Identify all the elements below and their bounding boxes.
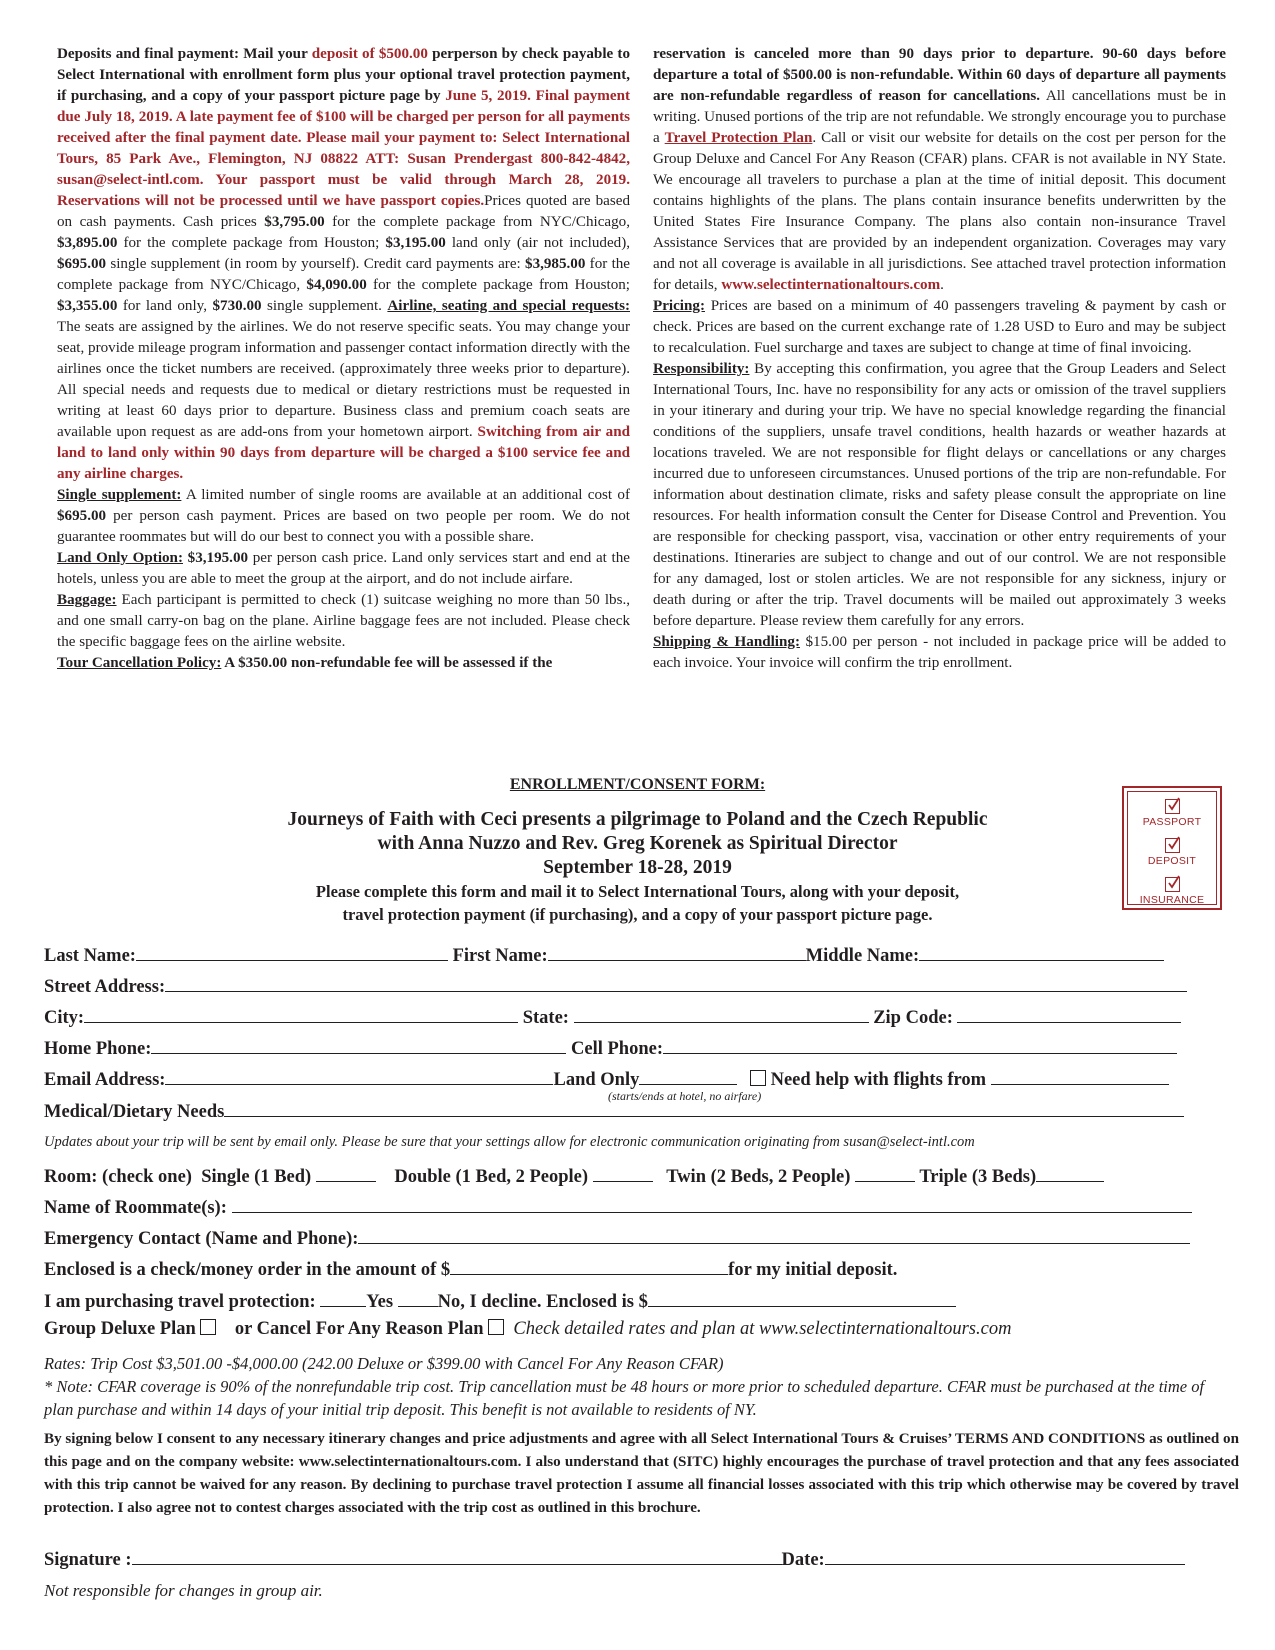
city-row: City: State: Zip Code: [44, 1004, 1181, 1029]
emergency-row: Emergency Contact (Name and Phone): [44, 1225, 1190, 1250]
cfar-note: * Note: CFAR coverage is 90% of the nonrefundable trip cost. Trip cancellation must be 48 hours or more prior to scheduled departure. CFAR must be purchased at the time of plan purchase and within 14 days of your initial trip deposit. This benefit is not available to residents of NY. [44, 1377, 1205, 1419]
land-only-paragraph: Land Only Option: $3,195.00 per person cash price. Land only services start and end at the hotels, unless you are able to meet the group at the airport, and do not include airfare. [57, 550, 630, 587]
airline-heading: Airline, seating and special requests: [387, 298, 630, 314]
tp-amount-field[interactable] [648, 1288, 956, 1307]
street-address-field[interactable] [165, 973, 1187, 992]
checkmark-icon [1165, 838, 1180, 853]
zip-code-field[interactable] [957, 1004, 1181, 1023]
form-instructions-1: Please complete this form and mail it to Select International Tours, along with your deposit, [315, 882, 960, 901]
form-heading: ENROLLMENT/CONSENT FORM: [509, 776, 766, 793]
single-supplement-paragraph: Single supplement: A limited number of single rooms are available at an additional cost of $695.00 per person cash payment. Prices are based on two people per room. We do not guarantee roommates but will do our best to connect you with a possible share. [57, 487, 630, 545]
payment-deadlines: June 5, 2019. Final payment due July 18, 2019. A late payment fee of $100 will be charged per person for all payments received after the final payment date. Please mail your payment to: Select International Tours, 85 Park Ave., Flemington, NJ 08822 ATT: Susan Prendergast 800-842-4842, susan@select-intl.com. Your passport must be valid through March 28, 2019. Reservations will not be processed until we have passport copies. [57, 88, 631, 209]
checkmark-icon [1165, 877, 1180, 892]
land-only-field[interactable] [639, 1066, 737, 1085]
state-field[interactable] [574, 1004, 869, 1023]
deposit-amount: deposit of $500.00 [311, 46, 428, 62]
email-field[interactable] [165, 1066, 553, 1085]
checklist-passport: PASSPORT [1124, 799, 1220, 828]
enclosure-checklist [1122, 786, 1222, 910]
deposit-amount-row: Enclosed is a check/money order in the amount of $ for my initial deposit. [44, 1256, 897, 1281]
group-deluxe-checkbox[interactable] [200, 1319, 216, 1335]
tp-no-field[interactable] [398, 1288, 438, 1307]
city-field[interactable] [84, 1004, 518, 1023]
departure-city-field[interactable] [991, 1066, 1169, 1085]
middle-name-field[interactable] [919, 942, 1164, 961]
cell-phone-field[interactable] [663, 1035, 1177, 1054]
plan-row: Group Deluxe Plan or Cancel For Any Reason Plan Check detailed rates and plan at www.selectinternationaltours.com [44, 1319, 1012, 1339]
terms-right-column [653, 44, 1226, 674]
checklist-deposit: DEPOSIT [1124, 838, 1220, 867]
checkmark-icon [1165, 799, 1180, 814]
phone-row: Home Phone: Cell Phone: [44, 1035, 1177, 1060]
travel-protection-row: I am purchasing travel protection: Yes No, I decline. Enclosed is $ [44, 1288, 956, 1313]
signature-row: Signature : Date: [44, 1546, 1185, 1571]
signature-field[interactable] [132, 1546, 782, 1565]
rates-note: Rates: Trip Cost $3,501.00 -$4,000.00 (242.00 Deluxe or $399.00 with Cancel For Any Reason CFAR) [44, 1354, 724, 1373]
land-only-note: (starts/ends at hotel, no airfare) [608, 1089, 762, 1103]
air-disclaimer: Not responsible for changes in group air. [44, 1581, 323, 1600]
name-row: Last Name: First Name: Middle Name: [44, 942, 1164, 967]
email-row: Email Address: Land Only Need help with flights from [44, 1066, 1169, 1091]
email-updates-note: Updates about your trip will be sent by email only. Please be sure that your settings allow for electronic communication originating from susan@select-intl.com [44, 1134, 975, 1150]
shipping-paragraph: Shipping & Handling: $15.00 per person - not included in package price will be added to each invoice. Your invoice will confirm the trip enrollment. [653, 634, 1226, 671]
cfar-checkbox[interactable] [488, 1319, 504, 1335]
medical-row: Medical/Dietary Needs [44, 1098, 1184, 1123]
trip-leaders: with Anna Nuzzo and Rev. Greg Korenek as Spiritual Director [377, 833, 898, 854]
last-name-field[interactable] [136, 942, 448, 961]
emergency-contact-field[interactable] [358, 1225, 1190, 1244]
plan-details-note: Check detailed rates and plan at www.selectinternationaltours.com [513, 1319, 1012, 1339]
deposit-amount-field[interactable] [450, 1256, 728, 1275]
first-name-field[interactable] [548, 942, 806, 961]
checklist-insurance: INSURANCE [1124, 877, 1220, 906]
roommate-row: Name of Roommate(s): [44, 1194, 1192, 1219]
tp-yes-field[interactable] [320, 1288, 366, 1307]
deposits-heading: Deposits and final payment: [57, 46, 240, 62]
travel-protection-link[interactable]: Travel Protection Plan [664, 130, 813, 146]
trip-title-block [200, 808, 1075, 926]
form-instructions-2: travel protection payment (if purchasing), and a copy of your passport picture page. [342, 905, 933, 924]
room-twin-field[interactable] [855, 1163, 915, 1182]
trip-dates: September 18-28, 2019 [543, 857, 732, 878]
room-single-field[interactable] [316, 1163, 376, 1182]
flight-help-checkbox[interactable] [750, 1070, 766, 1086]
room-double-field[interactable] [593, 1163, 653, 1182]
responsibility-paragraph: Responsibility: By accepting this confirmation, you agree that the Group Leaders and Select International Tours, Inc. have no responsibility for any acts or omission of the travel suppliers in your itinerary and during your trip. We have no special knowledge regarding the financial conditions of the suppliers, unsafe travel conditions, health hazards or weather hazards at locations traveled. We are not responsible for flight delays or cancellations or any charges incurred due to unforeseen circumstances. Unused portions of the trip are non-refundable. For information about destination climate, risks and safety please consult the appropriate on line resources. For health information consult the Center for Disease Control and Prevention. You are responsible for checking passport, visa, vaccination or other entry requirements of your destinations. Itineraries are subject to change and out of our control. We are not responsible for any damaged, lost or stolen articles. We are not responsible for any sickness, injury or death during or after the trip. Travel documents will be mailed out approximately 3 weeks before departure. Please review them carefully for any errors. [653, 361, 1226, 629]
terms-left-column [57, 44, 630, 674]
website-link[interactable]: www.selectinternationaltours.com [721, 277, 941, 293]
room-row: Room: (check one) Single (1 Bed) Double (1 Bed, 2 People) Twin (2 Beds, 2 People) Triple (3 Beds) [44, 1163, 1104, 1188]
home-phone-field[interactable] [151, 1035, 566, 1054]
baggage-paragraph: Baggage: Each participant is permitted to check (1) suitcase weighing no more than 50 lbs., and one small carry-on bag on the plane. Airline baggage fees are not included. Please check the specific baggage fees on the airline website. [57, 592, 630, 650]
deposits-paragraph: Deposits and final payment: Mail your deposit of $500.00 perperson by check payable to Select International with enrollment form plus your optional travel protection payment, if purchasing, and a copy of your passport picture page by June 5, 2019. Final payment due July 18, 2019. A late payment fee of $100 will be charged per person for all payments received after the final payment date. Please mail your payment to: Select International Tours, 85 Park Ave., Flemington, NJ 08822 ATT: Susan Prendergast 800-842-4842, susan@select-intl.com. Your passport must be valid through March 28, 2019. Reservations will not be processed until we have passport copies.Prices quoted are based on cash payments. Cash prices $3,795.00 for the complete package from NYC/Chicago, $3,895.00 for the complete package from Houston; $3,195.00 land only (air not included), $695.00 single supplement (in room by yourself). Credit card payments are: $3,985.00 for the complete package from NYC/Chicago, $4,090.00 for the complete package from Houston; $3,355.00 for land only, $730.00 single supplement. Airline, seating and special requests: The seats are assigned by the airlines. We do not reserve specific seats. You may change your seat, provide mileage program information and passenger contact information directly with the airlines once the ticket numbers are received. (approximately three weeks prior to departure). All special needs and requests due to medical or dietary restrictions must be requested in writing at least 60 days prior to departure. Business class and premium coach seats are available upon request as are add-ons from your hometown airport. Switching from air and land to land only within 90 days from departure will be charged a $100 service fee and any airline charges. [57, 46, 631, 482]
pricing-paragraph: Pricing: Prices are based on a minimum of 40 passengers traveling & payment by cash or check. Prices are based on the current exchange rate of 1.28 USD to Euro and may be subject to recalculation. Fuel surcharge and taxes are subject to change at time of final invoicing. [653, 298, 1226, 356]
room-triple-field[interactable] [1036, 1163, 1104, 1182]
roommate-field[interactable] [232, 1194, 1192, 1213]
trip-title: Journeys of Faith with Ceci presents a pilgrimage to Poland and the Czech Republic [287, 809, 988, 830]
medical-needs-field[interactable] [224, 1098, 1184, 1117]
cancellation-continued: reservation is canceled more than 90 days prior to departure. 90-60 days before departure a total of $500.00 is non-refundable. Within 60 days of departure all payments are non-refundable regardless of reason for cancellations. All cancellations must be in writing. Unused portions of the trip are not refundable. We strongly encourage you to purchase a Travel Protection Plan. Call or visit our website for details on the cost per person for the Group Deluxe and Cancel For Any Reason (CFAR) plans. CFAR is not available in NY State. We encourage all travelers to purchase a plan at the time of initial deposit. This document contains highlights of the plans. The plans contain insurance benefits underwritten by the United States Fire Insurance Company. The plans also contain non-insurance Travel Assistance Services that are provided by an independent organization. Coverages may vary and not all coverage is available in all jurisdictions. See attached travel protection information for details, www.selectinternationaltours.com. [653, 46, 1226, 293]
street-row: Street Address: [44, 973, 1187, 998]
date-field[interactable] [825, 1546, 1185, 1565]
cancellation-paragraph: Tour Cancellation Policy: A $350.00 non-refundable fee will be assessed if the [57, 655, 553, 671]
consent-statement: By signing below I consent to any necessary itinerary changes and price adjustments and agree with all Select International Tours & Cruises’ TERMS AND CONDITIONS as outlined on this page and on the company website: www.selectinternationaltours.com. I also understand that (SITC) highly encourages the purchase of travel protection and that any fees associated with this trip cannot be waived for any reason. By declining to purchase travel protection I assume all financial losses associated with this trip which otherwise may be covered by travel protection. I also agree not to contest charges associated with the trip cost as outlined in this brochure. [44, 1431, 1239, 1516]
